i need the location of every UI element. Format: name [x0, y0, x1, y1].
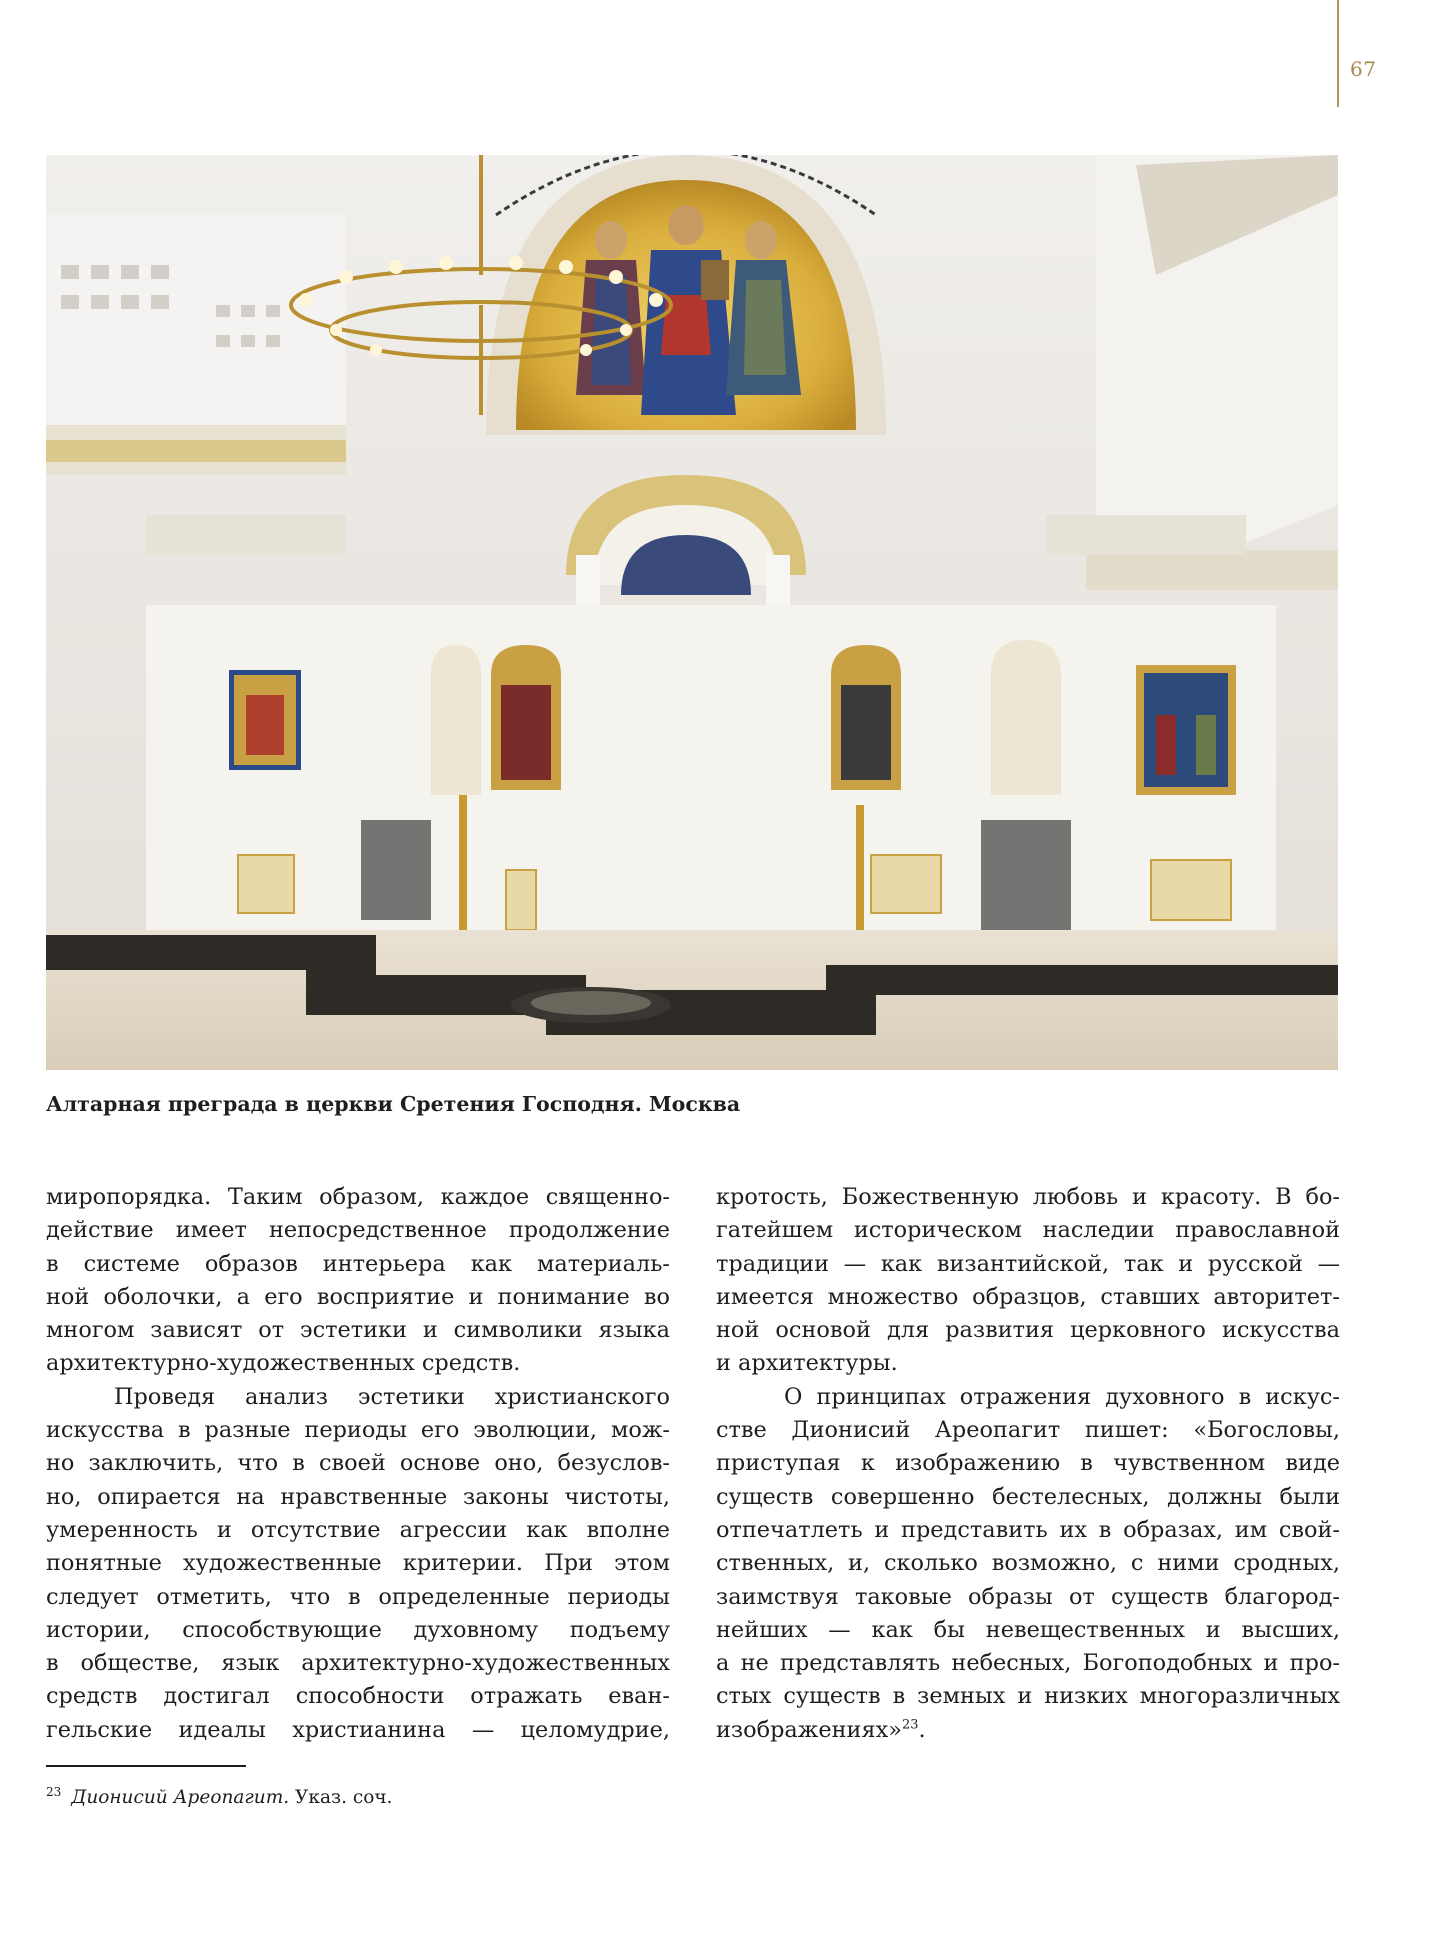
text-line: стве Дионисий Ареопагит пишет: «Богословы,	[716, 1417, 1340, 1444]
text-line: многом зависят от эстетики и символики языка	[46, 1317, 670, 1344]
footnote	[46, 1784, 393, 1808]
text-line: в обществе, язык архитектурно-художественных	[46, 1650, 670, 1677]
text-line: а не представлять небесных, Богоподобных и про-	[716, 1650, 1340, 1677]
text-line: миропорядка. Таким образом, каждое священно-	[46, 1184, 670, 1210]
text-line: гатейшем историческом наследии православной	[716, 1217, 1340, 1244]
footnote-number: 23	[46, 1784, 62, 1799]
figure-caption: Алтарная преграда в церкви Сретения Господня. Москва	[46, 1092, 741, 1116]
text-line: приступая к изображению в чувственном виде	[716, 1450, 1340, 1477]
text-line: ной оболочки, а его восприятие и понимание во	[46, 1283, 670, 1310]
text-line: архитектурно-художественных средств.	[46, 1350, 521, 1377]
footnote-text: Указ. соч.	[295, 1787, 393, 1808]
text-line: ной основой для развития церковного искусства	[716, 1317, 1340, 1344]
footnote-divider	[46, 1765, 246, 1767]
text-line: нейших — как бы невещественных и высших,	[716, 1616, 1340, 1643]
text-line: и архитектуры.	[716, 1350, 898, 1377]
text-line: стых существ в земных и низких многоразличных	[716, 1683, 1340, 1710]
footnote-author: Дионисий Ареопагит.	[71, 1787, 290, 1808]
text-line: кротость, Божественную любовь и красоту. В бо-	[716, 1184, 1340, 1210]
text-line: существ совершенно бестелесных, должны были	[716, 1483, 1340, 1510]
text-line: но, опирается на нравственные законы чистоты,	[46, 1483, 670, 1510]
text-line: действие имеет непосредственное продолжение	[46, 1217, 670, 1244]
left-column	[46, 1181, 670, 1747]
page-number: 67	[1350, 57, 1377, 81]
footnote-reference: 23	[901, 1717, 919, 1733]
text-line: ственных, и, сколько возможно, с ними сродных,	[716, 1550, 1340, 1577]
text-line-content: изображениях»	[716, 1716, 902, 1743]
text-line: заимствуя таковые образы от существ благород-	[716, 1583, 1340, 1610]
text-line: в системе образов интерьера как материаль-	[46, 1250, 670, 1277]
text-line-with-footnote-ref: изображениях»$^{23}$.	[716, 1716, 926, 1743]
text-line: понятные художественные критерии. При этом	[46, 1550, 670, 1577]
header-rule	[1337, 0, 1339, 107]
text-line: имеется множество образцов, ставших авторитет-	[716, 1283, 1340, 1310]
text-line: Проведя анализ эстетики христианского	[114, 1383, 670, 1410]
text-line: отпечатлеть и представить их в образах, им свой-	[716, 1516, 1340, 1543]
right-column	[716, 1181, 1340, 1747]
text-line: традиции — как византийской, так и русской —	[716, 1250, 1340, 1277]
text-line: следует отметить, что в определенные периоды	[46, 1583, 670, 1610]
text-line: средств достигал способности отражать еван-	[46, 1683, 670, 1710]
text-line: умеренность и отсутствие агрессии как вполне	[46, 1516, 670, 1543]
text-line: истории, способствующие духовному подъему	[46, 1616, 670, 1643]
text-line: искусства в разные периоды его эволюции, мож-	[46, 1417, 670, 1444]
altar-barrier-photo	[46, 155, 1338, 1070]
text-line: гельские идеалы христианина — целомудрие,	[46, 1716, 670, 1743]
text-line: но заключить, что в своей основе оно, безуслов-	[46, 1450, 670, 1477]
text-line: О принципах отражения духовного в искус-	[784, 1383, 1340, 1410]
